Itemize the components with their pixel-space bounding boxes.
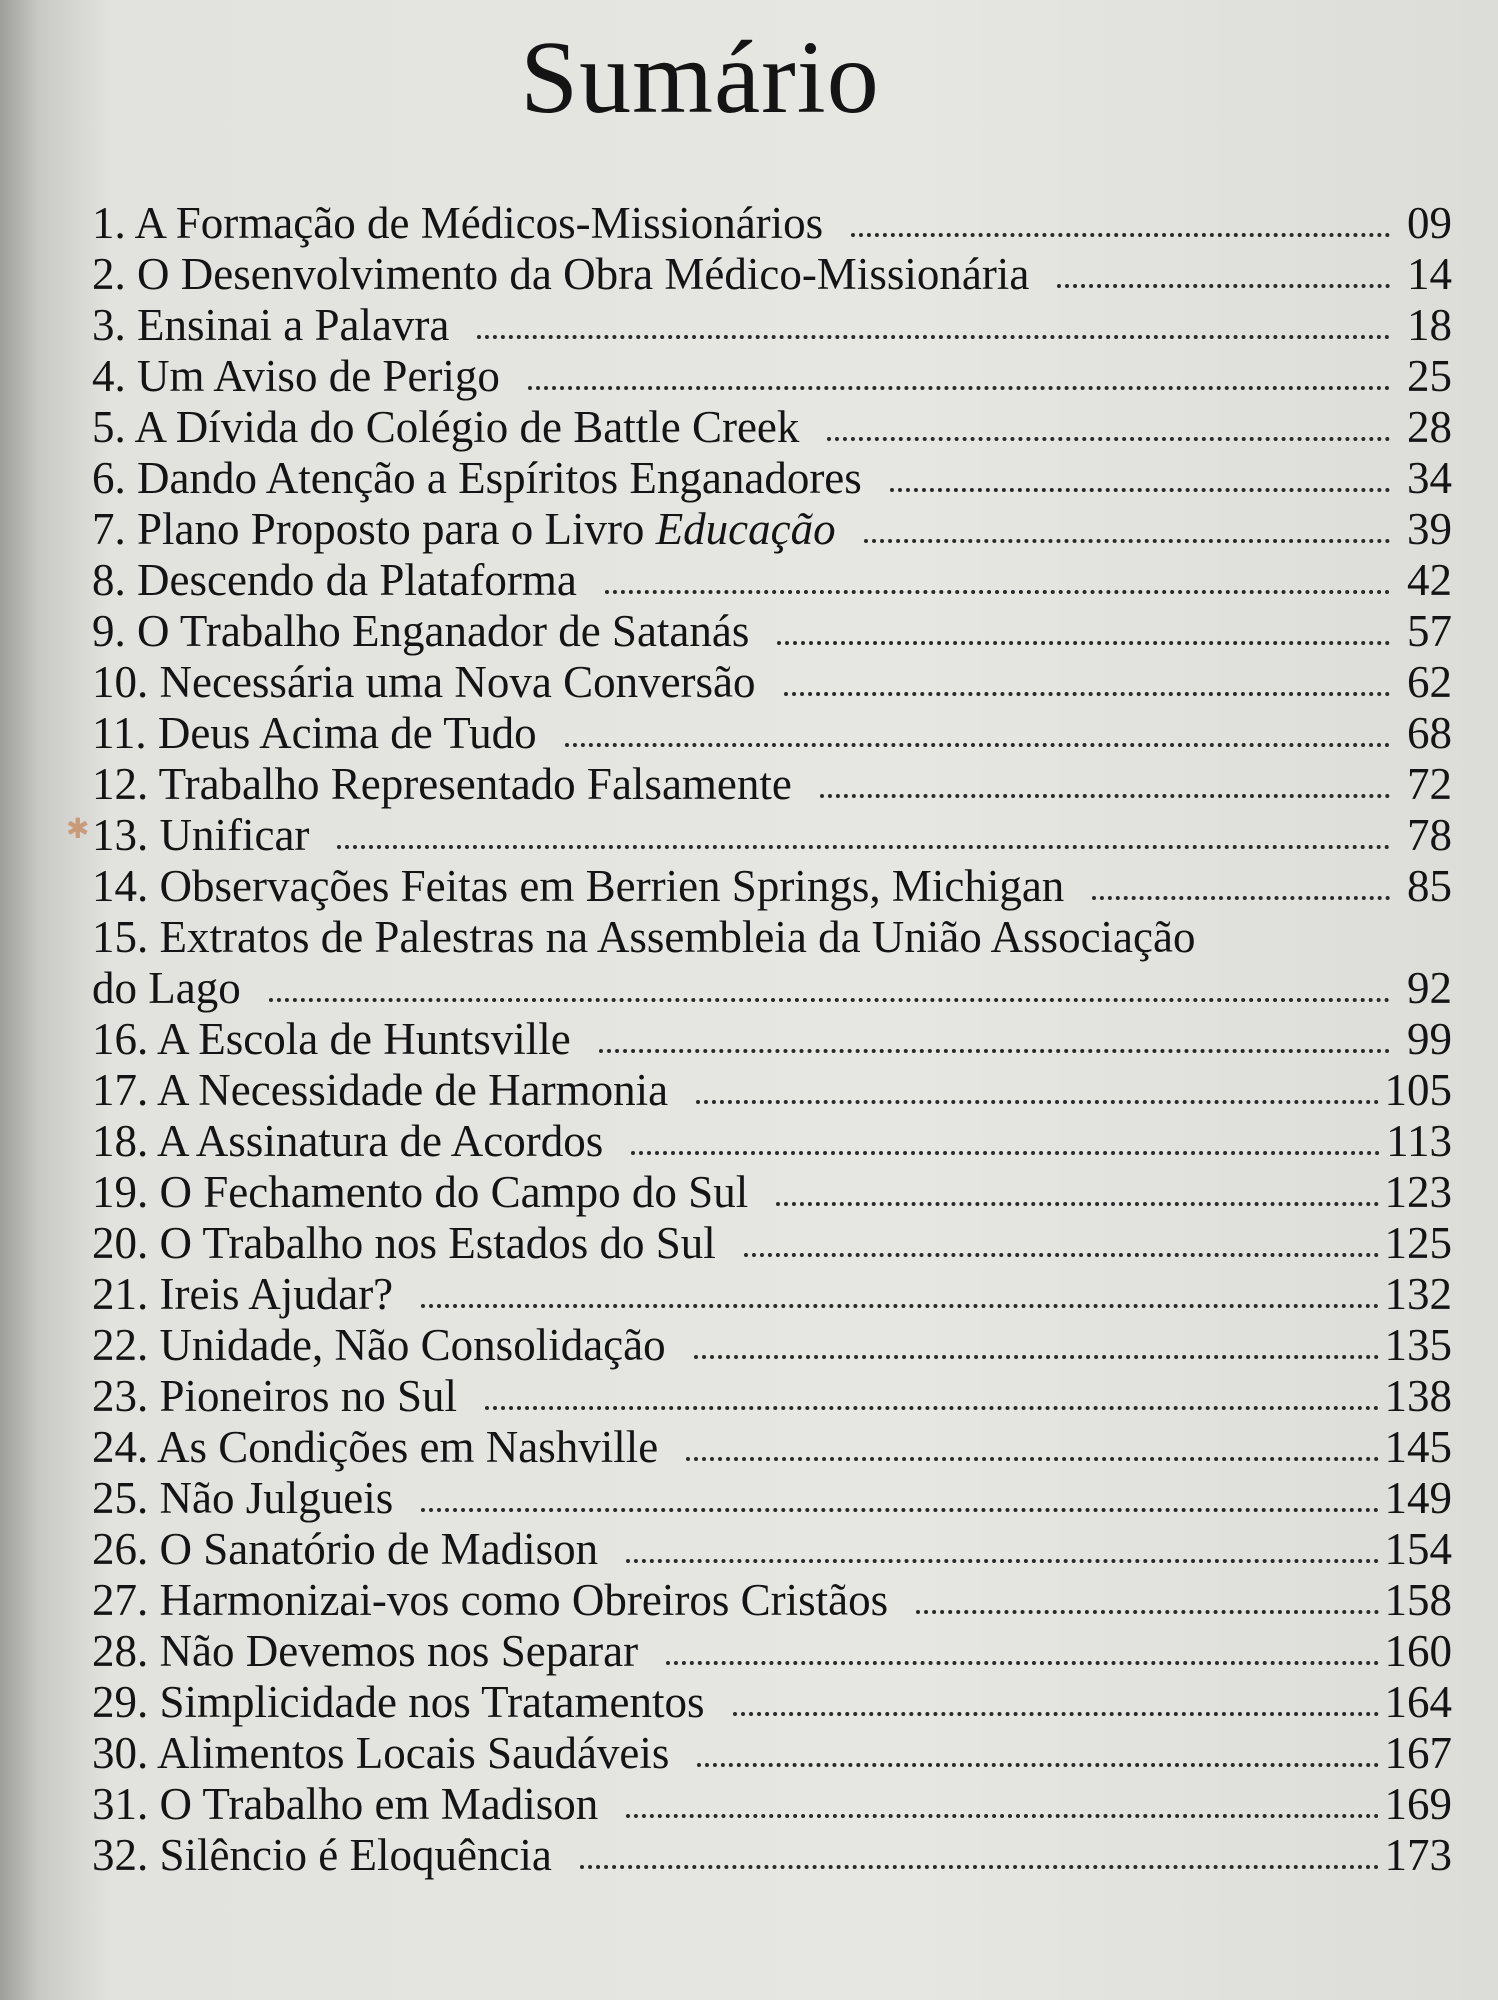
- dot-leader: [269, 998, 1390, 1002]
- toc-entry: [92, 1371, 1452, 1422]
- dot-leader: [485, 1406, 1378, 1410]
- toc-entry: [92, 1830, 1452, 1881]
- toc-entry: [92, 657, 1452, 708]
- toc-entry: [92, 606, 1452, 657]
- toc-entry-page: 39: [1407, 504, 1452, 554]
- toc-entry-page: 34: [1407, 453, 1452, 503]
- toc-entry-title: 12. Trabalho Representado Falsamente: [92, 759, 792, 809]
- toc-entry: [92, 810, 1452, 861]
- toc-entry: [92, 402, 1452, 453]
- toc-entry-title: 3. Ensinai a Palavra: [92, 300, 450, 350]
- toc-entry-title: 17. A Necessidade de Harmonia: [92, 1065, 669, 1115]
- dot-leader: [528, 386, 1390, 390]
- dot-leader: [631, 1151, 1380, 1155]
- toc-entry-page: 72: [1407, 759, 1452, 809]
- toc-entry: [92, 453, 1452, 504]
- toc-entry-page: 160: [1384, 1626, 1452, 1676]
- toc-entry: [92, 555, 1452, 606]
- table-of-contents: [92, 198, 1452, 1881]
- dot-leader: [733, 1712, 1379, 1716]
- toc-entry-page: 85: [1407, 861, 1452, 911]
- toc-entry-title: 20. O Trabalho nos Estados do Sul: [92, 1218, 716, 1268]
- toc-entry: [92, 708, 1452, 759]
- toc-entry-title: 7. Plano Proposto para o Livro Educação: [92, 504, 836, 554]
- toc-entry-title: 25. Não Julgueis: [92, 1473, 394, 1523]
- toc-entry-page: 62: [1407, 657, 1452, 707]
- toc-entry-title: 31. O Trabalho em Madison: [92, 1779, 599, 1829]
- toc-entry-page: 18: [1407, 300, 1452, 350]
- toc-entry-title: 5. A Dívida do Colégio de Battle Creek: [92, 402, 800, 452]
- dot-leader: [1092, 896, 1390, 900]
- toc-entry: [92, 1473, 1452, 1524]
- toc-entry-title: 10. Necessária uma Nova Conversão: [92, 657, 756, 707]
- toc-entry-page: 138: [1384, 1371, 1452, 1421]
- dot-leader: [694, 1355, 1379, 1359]
- dot-leader: [864, 539, 1390, 543]
- dot-leader: [696, 1100, 1378, 1104]
- toc-entry-page: 68: [1407, 708, 1452, 758]
- toc-entry-page: 169: [1384, 1779, 1452, 1829]
- dot-leader: [686, 1457, 1378, 1461]
- dot-leader: [477, 335, 1390, 339]
- toc-entry-page: 125: [1384, 1218, 1452, 1268]
- toc-entry: [92, 759, 1452, 810]
- dot-leader: [565, 743, 1390, 747]
- toc-entry-title: 9. O Trabalho Enganador de Satanás: [92, 606, 750, 656]
- toc-entry-page: 123: [1384, 1167, 1452, 1217]
- dot-leader: [890, 488, 1390, 492]
- toc-entry-page: 158: [1384, 1575, 1452, 1625]
- dot-leader: [1057, 284, 1390, 288]
- toc-entry-title: 26. O Sanatório de Madison: [92, 1524, 599, 1574]
- toc-entry: [92, 300, 1452, 351]
- toc-entry: [92, 1116, 1452, 1167]
- toc-entry-title: 13. Unificar: [92, 810, 310, 860]
- toc-entry-title: 27. Harmonizai-vos como Obreiros Cristãos: [92, 1575, 889, 1625]
- dot-leader: [605, 590, 1390, 594]
- toc-entry-title: 2. O Desenvolvimento da Obra Médico-Missionária: [92, 249, 1030, 299]
- toc-entry-title: 18. A Assinatura de Acordos: [92, 1116, 604, 1166]
- toc-entry-page: 105: [1384, 1065, 1452, 1115]
- toc-entry-title: 21. Ireis Ajudar?: [92, 1269, 394, 1319]
- dot-leader: [599, 1049, 1390, 1053]
- toc-entry-title: 11. Deus Acima de Tudo: [92, 708, 537, 758]
- dot-leader: [626, 1559, 1378, 1563]
- toc-entry: [92, 912, 1452, 963]
- toc-entry-title: 4. Um Aviso de Perigo: [92, 351, 500, 401]
- toc-entry-title: 32. Silêncio é Eloquência: [92, 1830, 552, 1880]
- toc-entry-title: 14. Observações Feitas em Berrien Springs, Michigan: [92, 861, 1065, 911]
- toc-entry: [92, 351, 1452, 402]
- toc-entry: [92, 1677, 1452, 1728]
- toc-entry: [92, 198, 1452, 249]
- toc-entry: [92, 249, 1452, 300]
- dot-leader: [916, 1610, 1378, 1614]
- toc-entry-page: 135: [1384, 1320, 1452, 1370]
- toc-entry-title: 6. Dando Atenção a Espíritos Enganadores: [92, 453, 862, 503]
- toc-entry-title: 1. A Formação de Médicos-Missionários: [92, 198, 824, 248]
- toc-entry-continuation: [92, 963, 1452, 1014]
- toc-entry-page: 92: [1407, 963, 1452, 1013]
- dot-leader: [626, 1814, 1378, 1818]
- toc-entry-title: 22. Unidade, Não Consolidação: [92, 1320, 666, 1370]
- toc-entry-page: 167: [1384, 1728, 1452, 1778]
- toc-entry: [92, 1167, 1452, 1218]
- toc-entry-page: 28: [1407, 402, 1452, 452]
- toc-entry-page: 57: [1407, 606, 1452, 656]
- margin-mark-icon: ✱: [66, 814, 90, 845]
- toc-entry: [92, 1269, 1452, 1320]
- toc-entry-title: 28. Não Devemos nos Separar: [92, 1626, 639, 1676]
- toc-entry-page: 173: [1384, 1830, 1452, 1880]
- toc-entry: [92, 1014, 1452, 1065]
- dot-leader: [337, 845, 1390, 849]
- toc-entry-title: 23. Pioneiros no Sul: [92, 1371, 458, 1421]
- toc-entry: [92, 1065, 1452, 1116]
- dot-leader: [744, 1253, 1379, 1257]
- toc-entry-title: 19. O Fechamento do Campo do Sul: [92, 1167, 749, 1217]
- toc-entry-page: 99: [1407, 1014, 1452, 1064]
- toc-entry-page: 42: [1407, 555, 1452, 605]
- dot-leader: [827, 437, 1390, 441]
- toc-entry-page: 164: [1384, 1677, 1452, 1727]
- dot-leader: [666, 1661, 1378, 1665]
- dot-leader: [580, 1865, 1379, 1869]
- toc-entry: [92, 504, 1452, 555]
- toc-entry: [92, 1626, 1452, 1677]
- toc-entry: [92, 1575, 1452, 1626]
- toc-entry-page: 154: [1384, 1524, 1452, 1574]
- dot-leader: [697, 1763, 1378, 1767]
- toc-entry: [92, 1320, 1452, 1371]
- dot-leader: [421, 1508, 1378, 1512]
- dot-leader: [851, 233, 1390, 237]
- toc-entry: [92, 1422, 1452, 1473]
- toc-entry-page: 149: [1384, 1473, 1452, 1523]
- toc-entry-page: 14: [1407, 249, 1452, 299]
- toc-entry-title: 30. Alimentos Locais Saudáveis: [92, 1728, 670, 1778]
- toc-entry: [92, 1728, 1452, 1779]
- toc-entry-title-italic: Educação: [655, 504, 836, 554]
- toc-entry: [92, 1524, 1452, 1575]
- toc-entry-title: 16. A Escola de Huntsville: [92, 1014, 571, 1064]
- toc-entry-page: 78: [1407, 810, 1452, 860]
- toc-entry-page: 145: [1384, 1422, 1452, 1472]
- dot-leader: [784, 692, 1390, 696]
- toc-entry: [92, 1218, 1452, 1269]
- toc-entry-page: 132: [1384, 1269, 1452, 1319]
- toc-entry-page: 113: [1386, 1116, 1452, 1166]
- toc-entry-page: 25: [1407, 351, 1452, 401]
- toc-entry: [92, 861, 1452, 912]
- toc-entry-title: do Lago: [92, 963, 241, 1013]
- dot-leader: [421, 1304, 1378, 1308]
- dot-leader: [820, 794, 1390, 798]
- dot-leader: [776, 1202, 1378, 1206]
- toc-entry-title: 15. Extratos de Palestras na Assembleia da União Associação: [92, 912, 1196, 962]
- page-title: Sumário: [520, 20, 880, 135]
- toc-entry-title: 8. Descendo da Plataforma: [92, 555, 577, 605]
- dot-leader: [777, 641, 1390, 645]
- toc-entry-title: 24. As Condições em Nashville: [92, 1422, 659, 1472]
- toc-entry-page: 09: [1407, 198, 1452, 248]
- toc-entry: [92, 1779, 1452, 1830]
- toc-entry-title: 29. Simplicidade nos Tratamentos: [92, 1677, 705, 1727]
